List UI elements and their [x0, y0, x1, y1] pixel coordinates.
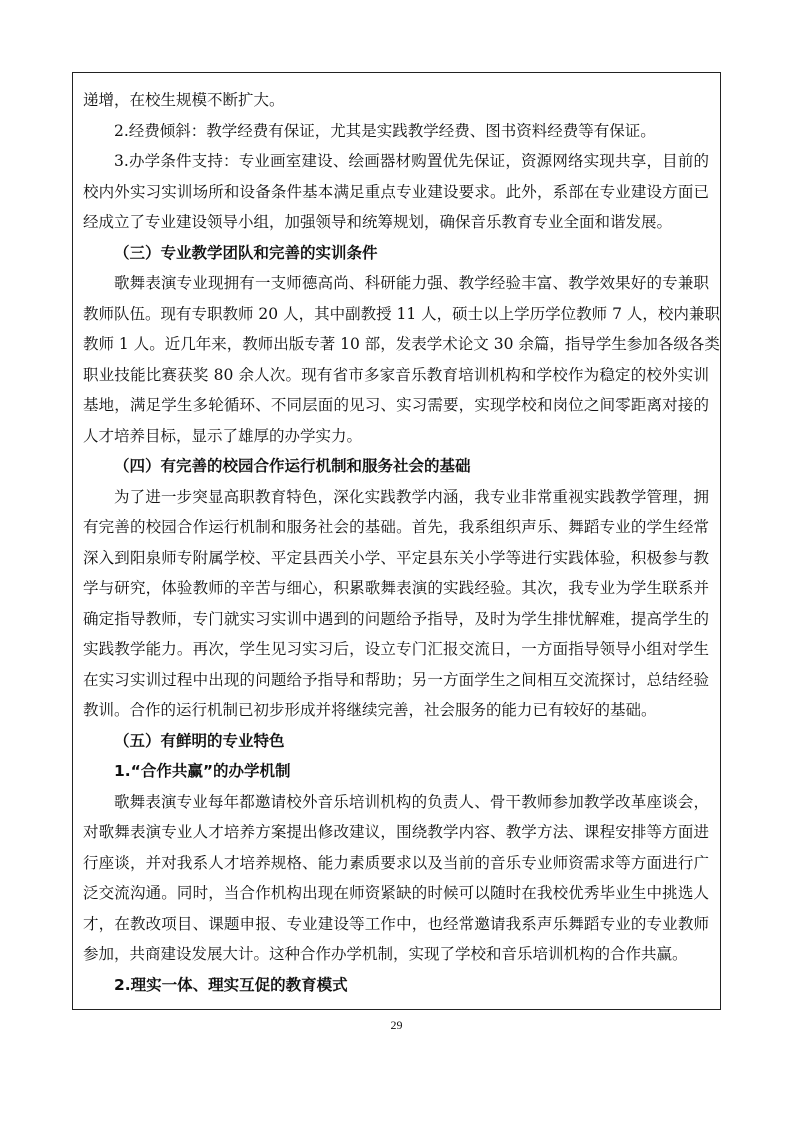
paragraph-line: 基地，满足学生多轮循环、不同层面的见习、实习需要，实现学校和岗位之间零距离对接的	[83, 396, 709, 414]
paragraph-line: 深入到阳泉师专附属学校、平定县西关小学、平定县东关小学等进行实践体验，积极参与教	[83, 548, 709, 567]
section-heading: （三）专业教学团队和完善的实训条件	[114, 243, 378, 262]
paragraph-line: 校内外实习实训场所和设备条件基本满足重点专业建设要求。此外，系部在专业建设方面已	[83, 182, 709, 201]
paragraph-line: 确定指导教师，专门就实习实训中遇到的问题给予指导，及时为学生排忧解难，提高学生的	[83, 609, 709, 628]
paragraph-line: 教师 1 人。近几年来，教师出版专著 10 部，发表学术论文 30 余篇，指导学生参加各级各类	[83, 335, 720, 353]
paragraph-line: 参加，共商建设发展大计。这种合作办学机制，实现了学校和音乐培训机构的合作共赢。	[83, 945, 688, 963]
paragraph-line: 为了进一步突显高职教育特色，深化实践教学内涵，我专业非常重视实践教学管理，拥	[114, 487, 709, 506]
paragraph-line: 歌舞表演专业现拥有一支师德高尚、科研能力强、教学经验丰富、教学效果好的专兼职	[114, 274, 709, 292]
paragraph-line: 才，在教改项目、课题申报、专业建设等工作中，也经常邀请我系声乐舞蹈专业的专业教师	[83, 914, 709, 933]
paragraph-line: 经成立了专业建设领导小组，加强领导和统筹规划，确保音乐教育专业全面和谐发展。	[83, 213, 673, 231]
section-heading: （五）有鲜明的专业特色	[114, 731, 285, 750]
paragraph-line: 教训。合作的运行机制已初步形成并将继续完善，社会服务的能力已有较好的基础。	[83, 701, 657, 719]
paragraph-line: 实践教学能力。再次，学生见习实习后，设立专门汇报交流日，一方面指导领导小组对学生	[83, 640, 709, 658]
paragraph-line: 对歌舞表演专业人才培养方案提出修改建议，围绕教学内容、教学方法、课程安排等方面进	[83, 823, 709, 841]
page-number: 29	[390, 1018, 403, 1032]
paragraph-line: 在实习实训过程中出现的问题给予指导和帮助；另一方面学生之间相互交流探讨，总结经验	[83, 670, 709, 689]
paragraph-line: 教师队伍。现有专职教师 20 人，其中副教授 11 人，硕士以上学历学位教师 7 人，校内兼职	[83, 304, 720, 323]
paragraph-line: 递增，在校生规模不断扩大。	[83, 91, 285, 109]
paragraph-line: 歌舞表演专业每年都邀请校外音乐培训机构的负责人、骨干教师参加教学改革座谈会，	[114, 792, 709, 811]
paragraph-line: 泛交流沟通。同时，当合作机构出现在师资紧缺的时候可以随时在我校优秀毕业生中挑选人	[83, 884, 709, 902]
section-heading: 1.“合作共赢”的办学机制	[114, 762, 291, 780]
paragraph-line: 有完善的校园合作运行机制和服务社会的基础。首先，我系组织声乐、舞蹈专业的学生经常	[83, 518, 709, 536]
paragraph-line: 学与研究，体验教师的辛苦与细心，积累歌舞表演的实践经验。其次，我专业为学生联系并	[83, 579, 709, 597]
paragraph-line: 职业技能比赛获奖 80 余人次。现有省市多家音乐教育培训机构和学校作为稳定的校外实训	[83, 365, 709, 384]
paragraph-line: 人才培养目标，显示了雄厚的办学实力。	[83, 426, 363, 445]
document-frame	[72, 72, 721, 1010]
section-heading: 2.理实一体、理实互促的教育模式	[114, 975, 348, 994]
paragraph-line: 3.办学条件支持：专业画室建设、绘画器材购置优先保证，资源网络实现共享，目前的	[114, 152, 709, 170]
document-body	[83, 85, 720, 1000]
paragraph-line: 行座谈，并对我系人才培养规格、能力素质要求以及当前的音乐专业师资需求等方面进行广	[83, 853, 709, 872]
section-heading: （四）有完善的校园合作运行机制和服务社会的基础	[114, 457, 471, 475]
paragraph-line: 2.经费倾斜：教学经费有保证，尤其是实践教学经费、图书资料经费等有保证。	[114, 121, 656, 140]
